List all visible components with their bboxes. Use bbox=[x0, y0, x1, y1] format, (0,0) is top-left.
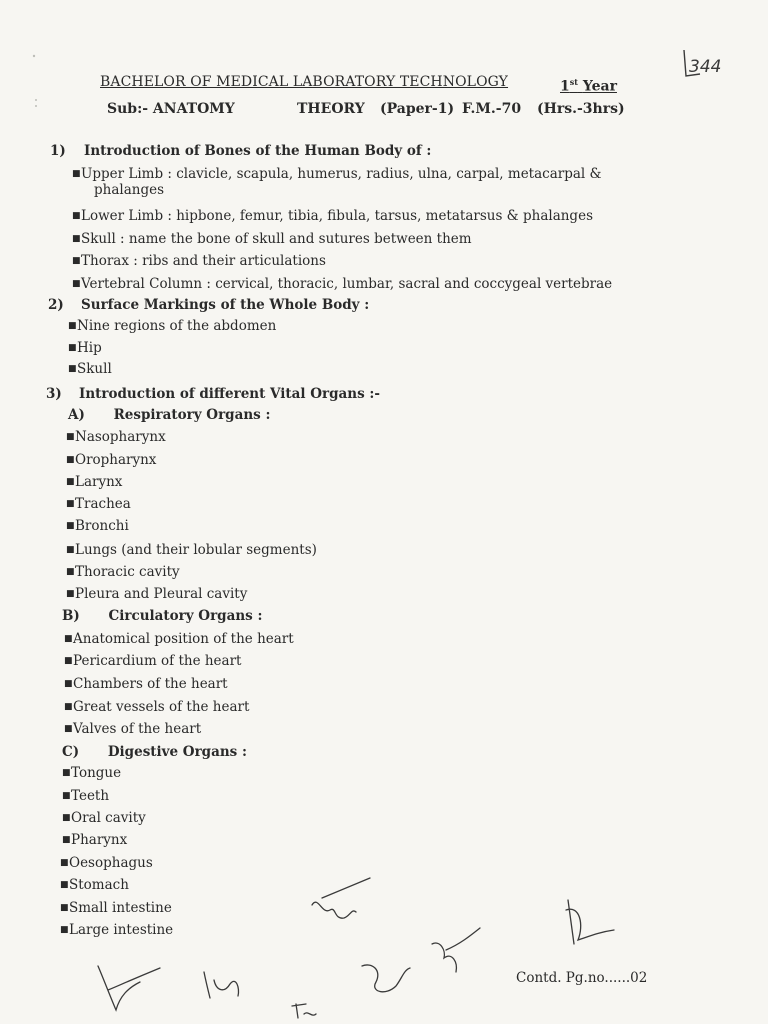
list-item: ■Oropharynx bbox=[66, 452, 157, 468]
list-item: ■Nine regions of the abdomen bbox=[68, 318, 277, 334]
list-item: ■Vertebral Column : cervical, thoracic, lumbar, sacral and coccygeal vertebrae bbox=[72, 276, 613, 292]
list-item: ■Pericardium of the heart bbox=[64, 653, 242, 669]
section-title: Introduction of different Vital Organs :- bbox=[79, 386, 380, 402]
list-item: ■Skull : name the bone of skull and sutures between them bbox=[72, 231, 472, 247]
list-item: ■Bronchi bbox=[66, 518, 129, 534]
signature-mark bbox=[432, 928, 480, 972]
list-item: ■Oesophagus bbox=[60, 855, 153, 871]
list-item: ■Teeth bbox=[62, 788, 110, 804]
subsection-title: Digestive Organs : bbox=[107, 744, 247, 760]
hours-label: (Hrs.-3hrs) bbox=[537, 101, 625, 117]
list-item: ■Chambers of the heart bbox=[64, 676, 228, 692]
section-number: 3) bbox=[46, 386, 62, 402]
list-item: ■Lungs (and their lobular segments) bbox=[66, 542, 317, 558]
list-item: ■Small intestine bbox=[60, 900, 172, 916]
year-sup: st bbox=[569, 77, 578, 87]
list-item: ■Thorax : ribs and their articulations bbox=[72, 253, 326, 269]
full-marks-label: F.M.-70 bbox=[462, 101, 522, 117]
subsection-letter: B) bbox=[62, 608, 80, 624]
list-item: ■Anatomical position of the heart bbox=[64, 631, 294, 647]
theory-label: THEORY bbox=[297, 101, 365, 117]
subsection-title: Circulatory Organs : bbox=[108, 608, 263, 624]
list-item: ■Tongue bbox=[62, 765, 122, 781]
list-item: ■Pharynx bbox=[62, 832, 128, 848]
year-num: 1 bbox=[560, 78, 570, 95]
list-item: ■Trachea bbox=[66, 496, 131, 512]
program-title: BACHELOR OF MEDICAL LABORATORY TECHNOLOGY bbox=[100, 74, 509, 90]
section-title: Surface Markings of the Whole Body : bbox=[81, 297, 370, 313]
list-item: ■Large intestine bbox=[60, 922, 174, 938]
list-item: ■Thoracic cavity bbox=[66, 564, 180, 580]
signature-mark bbox=[292, 1004, 316, 1018]
section-number: 2) bbox=[48, 297, 64, 313]
list-item: ■Lower Limb : hipbone, femur, tibia, fibula, tarsus, metatarsus & phalanges bbox=[72, 208, 593, 224]
list-item: ■Oral cavity bbox=[62, 810, 146, 826]
list-item-continued: phalanges bbox=[94, 182, 165, 198]
list-item: ■Upper Limb : clavicle, scapula, humerus, radius, ulna, carpal, metacarpal & bbox=[72, 166, 602, 182]
list-item: ■Skull bbox=[68, 361, 112, 377]
section-number: 1) bbox=[50, 143, 66, 159]
list-item: ■Hip bbox=[68, 340, 102, 356]
continued-note: Contd. Pg.no......02 bbox=[516, 970, 648, 986]
list-item: ■Valves of the heart bbox=[64, 721, 202, 737]
subsection-letter: C) bbox=[62, 744, 80, 760]
signature-mark bbox=[204, 972, 239, 998]
year-word: Year bbox=[582, 78, 617, 95]
section-title: Introduction of Bones of the Human Body of : bbox=[84, 143, 432, 159]
signature-mark bbox=[98, 966, 160, 1010]
list-item: ■Stomach bbox=[60, 877, 129, 893]
signature-mark bbox=[362, 965, 410, 992]
list-item: ■Larynx bbox=[66, 474, 123, 490]
signature-mark bbox=[566, 900, 614, 944]
page-number-text: 344 bbox=[689, 57, 722, 77]
list-item: ■Pleura and Pleural cavity bbox=[66, 586, 248, 602]
list-item: ■Great vessels of the heart bbox=[64, 699, 250, 715]
subject-label: Sub:- ANATOMY bbox=[107, 101, 235, 117]
subsection-title: Respiratory Organs : bbox=[113, 407, 271, 423]
paper-label: (Paper-1) bbox=[380, 101, 455, 117]
signature-mark bbox=[312, 878, 370, 918]
subsection-letter: A) bbox=[68, 407, 85, 423]
list-item: ■Nasopharynx bbox=[66, 429, 166, 445]
